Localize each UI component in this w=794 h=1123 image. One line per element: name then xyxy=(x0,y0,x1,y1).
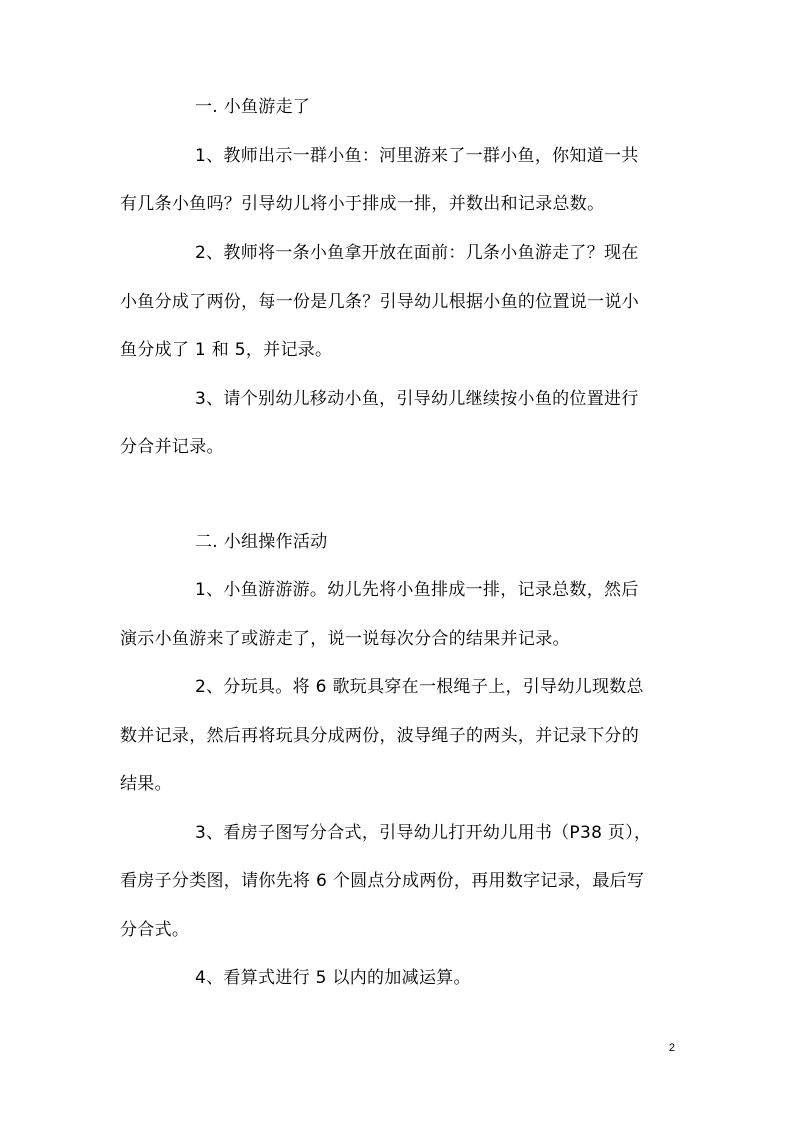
paragraph-line: 分合并记录。 xyxy=(120,437,224,457)
section-heading-2: 二. 小组操作活动 xyxy=(195,532,328,552)
paragraph-line: 2、教师将一条小鱼拿开放在面前：几条小鱼游走了？现在 xyxy=(195,243,639,263)
paragraph-line: 3、看房子图写分合式，引导幼儿打开幼儿用书（P38 页）， xyxy=(195,823,652,843)
paragraph-line: 数并记录，然后再将玩具分成两份，波导绳子的两头，并记录下分的 xyxy=(120,726,639,746)
paragraph-line: 看房子分类图，请你先将 6 个圆点分成两份，再用数字记录，最后写 xyxy=(120,871,645,891)
paragraph-line: 3、请个别幼儿移动小鱼，引导幼儿继续按小鱼的位置进行 xyxy=(195,389,639,409)
paragraph-line: 分合式。 xyxy=(120,920,190,940)
paragraph-line: 鱼分成了 1 和 5，并记录。 xyxy=(120,340,333,360)
paragraph-line: 2、分玩具。将 6 歌玩具穿在一根绳子上，引导幼儿现数总 xyxy=(195,677,644,697)
paragraph-line: 4、看算式进行 5 以内的加减运算。 xyxy=(195,968,471,988)
paragraph-line: 小鱼分成了两份，每一份是几条？引导幼儿根据小鱼的位置说一说小 xyxy=(120,292,639,312)
paragraph-line: 1、小鱼游游游。幼儿先将小鱼排成一排，记录总数，然后 xyxy=(195,580,639,600)
section-heading-1: 一. 小鱼游走了 xyxy=(195,97,311,117)
paragraph-line: 演示小鱼游来了或游走了，说一说每次分合的结果并记录。 xyxy=(120,629,570,649)
paragraph-line: 结果。 xyxy=(120,774,172,794)
paragraph-line: 有几条小鱼吗？引导幼儿将小于排成一排，并数出和记录总数。 xyxy=(120,194,605,214)
paragraph-line: 1、教师出示一群小鱼：河里游来了一群小鱼，你知道一共 xyxy=(195,146,639,166)
page-number: 2 xyxy=(668,1042,675,1054)
